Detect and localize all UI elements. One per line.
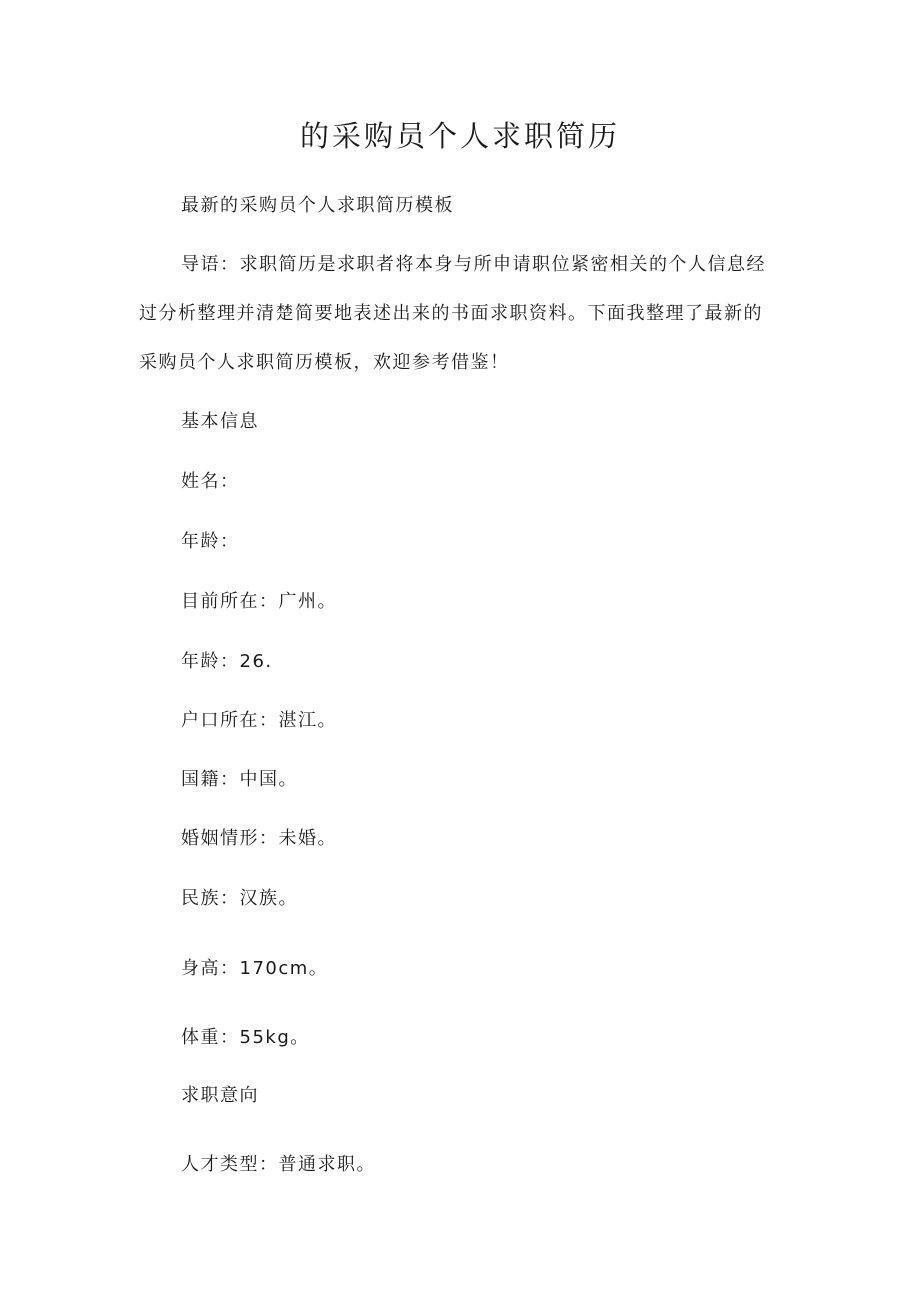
field-height: 身高：170cm。 — [181, 958, 329, 979]
field-age-value: 年龄：26. — [181, 651, 273, 672]
intro-line-1: 导语：求职简历是求职者将本身与所申请职位紧密相关的个人信息经 — [181, 254, 766, 275]
document-subtitle: 最新的采购员个人求职简历模板 — [181, 195, 454, 216]
field-hukou: 户口所在：湛江。 — [181, 710, 337, 731]
field-ethnicity: 民族：汉族。 — [181, 888, 298, 909]
field-talent-type: 人才类型：普通求职。 — [181, 1154, 376, 1175]
field-age-label: 年龄： — [181, 531, 240, 552]
intro-line-2: 过分析整理并清楚简要地表述出来的书面求职资料。下面我整理了最新的 — [139, 303, 763, 324]
document-title: 的采购员个人求职简历 — [299, 119, 620, 153]
field-nationality: 国籍：中国。 — [181, 769, 298, 790]
field-current-location: 目前所在：广州。 — [181, 591, 337, 612]
field-name: 姓名： — [181, 471, 240, 492]
intro-line-3: 采购员个人求职简历模板，欢迎参考借鉴！ — [139, 352, 510, 373]
section-heading-basic-info: 基本信息 — [181, 411, 259, 432]
section-heading-job-intent: 求职意向 — [181, 1085, 259, 1106]
field-weight: 体重：55kg。 — [181, 1027, 310, 1048]
field-marital-status: 婚姻情形：未婚。 — [181, 828, 337, 849]
